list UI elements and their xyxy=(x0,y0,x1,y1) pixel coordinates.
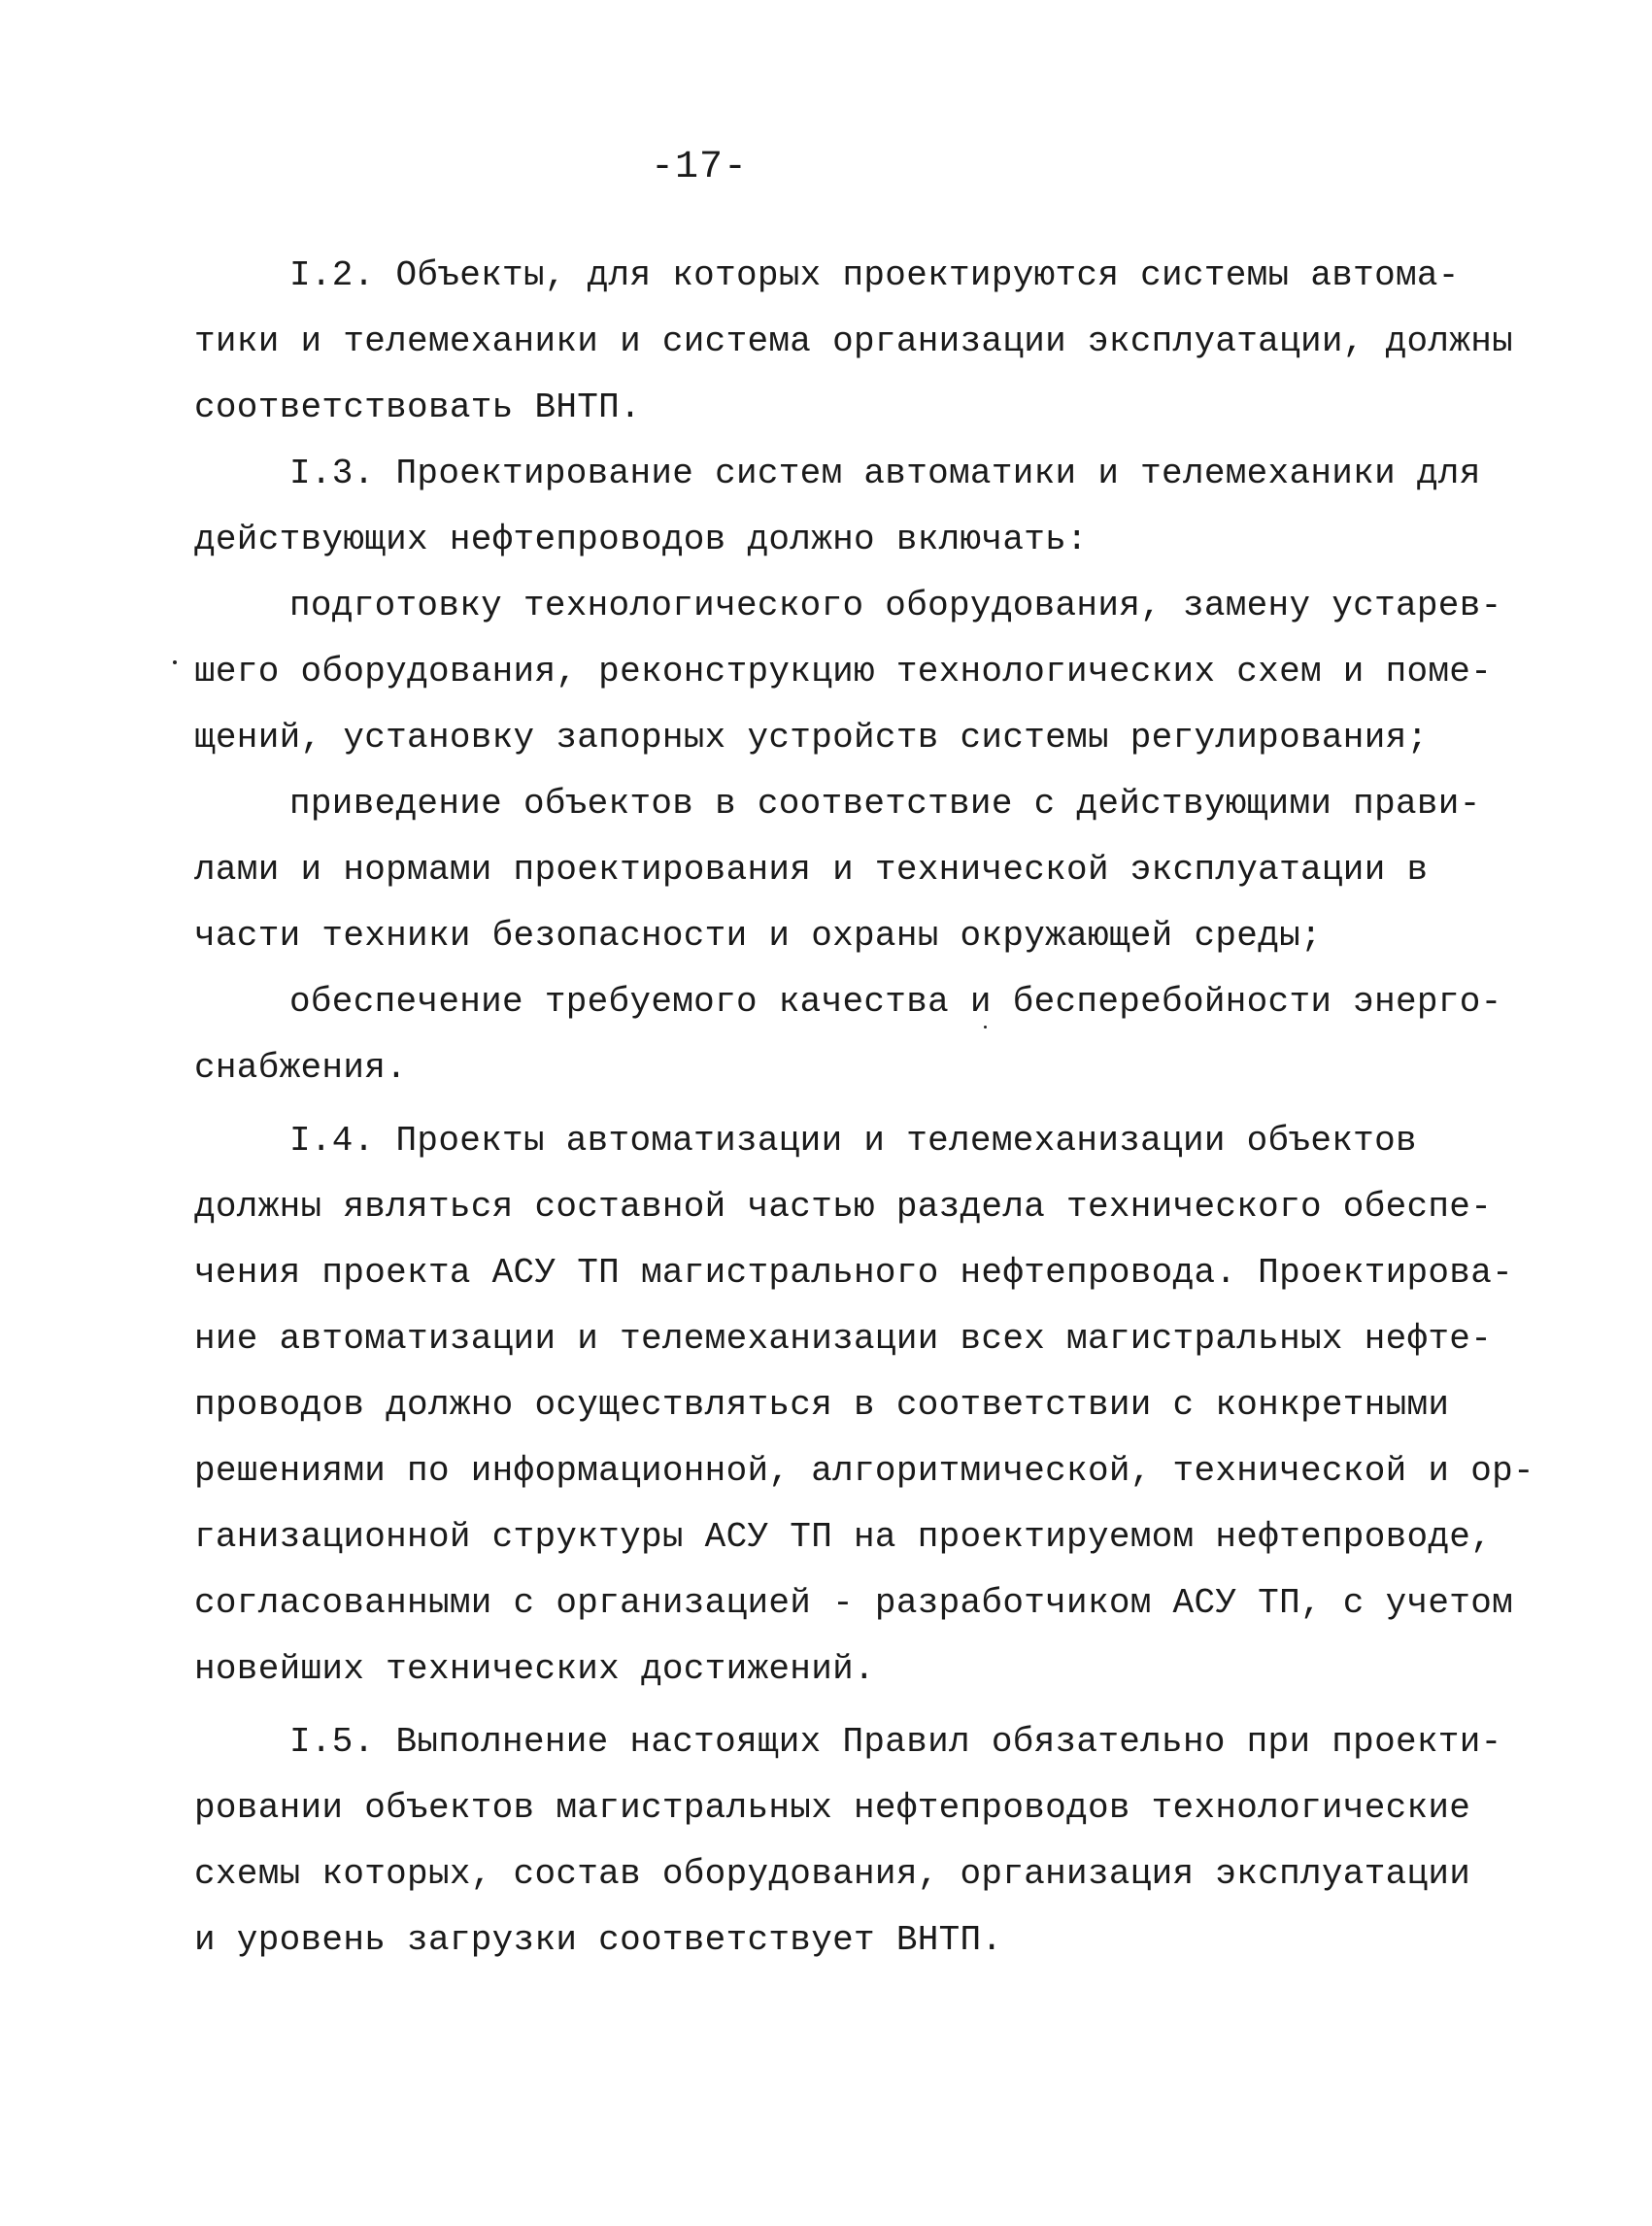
text-line: чения проекта АСУ ТП магистрального нефтепровода. Проектирова- xyxy=(194,1253,1514,1293)
scan-speck xyxy=(173,660,177,664)
text-line: должны являться составной частью раздела технического обеспе- xyxy=(194,1187,1493,1227)
text-line: части техники безопасности и охраны окружающей среды; xyxy=(194,916,1322,956)
text-line: I.5. Выполнение настоящих Правил обязательно при проекти- xyxy=(289,1722,1502,1762)
text-line: ганизационной структуры АСУ ТП на проектируемом нефтепроводе, xyxy=(194,1517,1493,1557)
text-line: схемы которых, состав оборудования, организация эксплуатации xyxy=(194,1854,1471,1894)
text-line: тики и телемеханики и система организации эксплуатации, должны xyxy=(194,321,1514,361)
text-line: I.3. Проектирование систем автоматики и телемеханики для xyxy=(289,454,1481,493)
text-line: согласованными с организацией - разработчиком АСУ ТП, с учетом xyxy=(194,1583,1514,1623)
text-line: решениями по информационной, алгоритмической, технической и ор- xyxy=(194,1451,1534,1491)
text-line: новейших технических достижений. xyxy=(194,1649,875,1689)
text-line: щений, установку запорных устройств системы регулирования; xyxy=(194,718,1429,758)
text-line: действующих нефтепроводов должно включать: xyxy=(194,520,1088,559)
text-line: приведение объектов в соответствие с действующими прави- xyxy=(289,784,1481,824)
page-number: -17- xyxy=(650,146,748,189)
text-line: обеспечение требуемого качества и бесперебойности энерго- xyxy=(289,982,1502,1022)
text-line: I.4. Проекты автоматизации и телемеханизации объектов xyxy=(289,1121,1417,1161)
text-line: ровании объектов магистральных нефтепроводов технологические xyxy=(194,1788,1471,1828)
text-line: проводов должно осуществляться в соответствии с конкретными xyxy=(194,1385,1450,1425)
text-line: снабжения. xyxy=(194,1048,408,1088)
text-line: шего оборудования, реконструкцию технологических схем и поме- xyxy=(194,652,1493,691)
text-line: лами и нормами проектирования и технической эксплуатации в xyxy=(194,850,1429,890)
scan-speck xyxy=(984,1026,987,1029)
text-line: соответствовать ВНТП. xyxy=(194,388,641,427)
text-line: и уровень загрузки соответствует ВНТП. xyxy=(194,1920,1003,1960)
text-line: подготовку технологического оборудования, замену устарев- xyxy=(289,586,1502,625)
text-line: I.2. Объекты, для которых проектируются системы автома- xyxy=(289,255,1460,295)
text-line: ние автоматизации и телемеханизации всех магистральных нефте- xyxy=(194,1319,1493,1359)
